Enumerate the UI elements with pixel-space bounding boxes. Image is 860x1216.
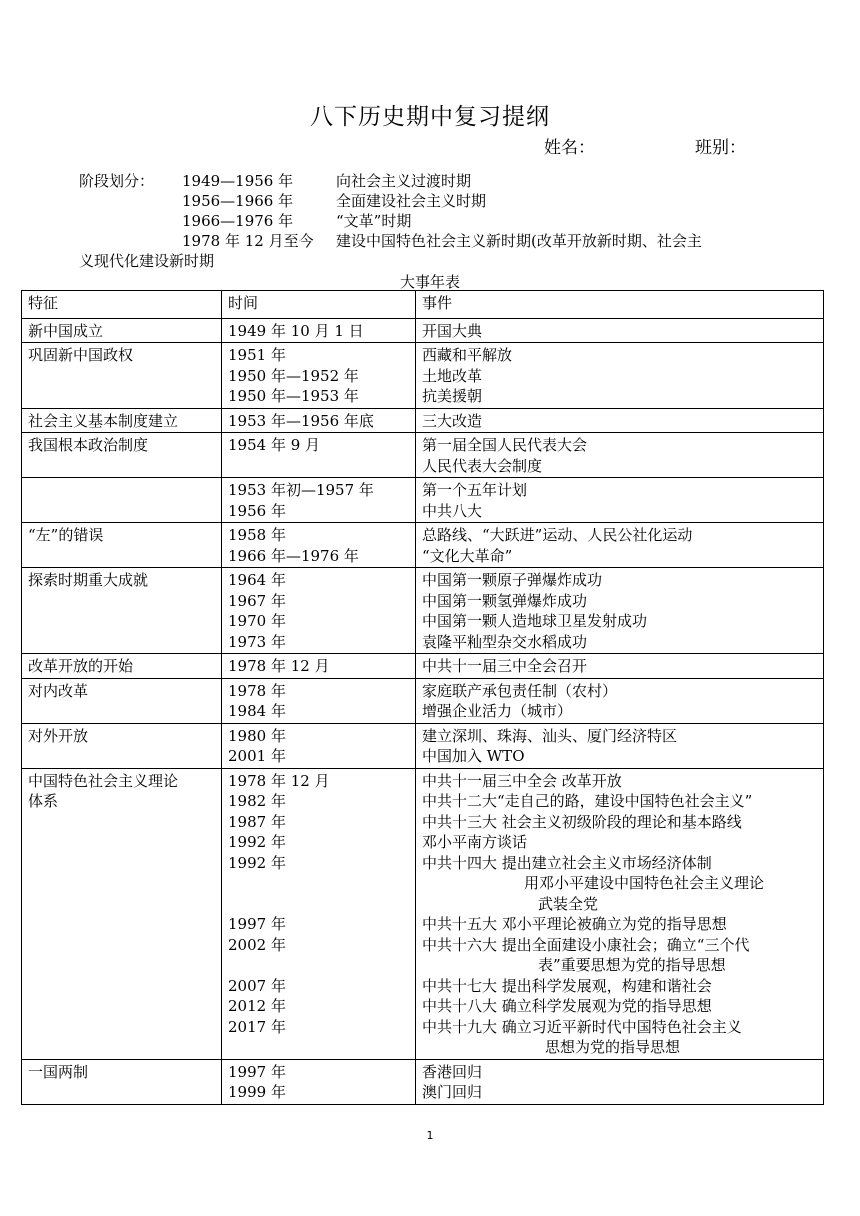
event-text: 中共十二大“走自己的路，建设中国特色社会主义”	[422, 792, 753, 810]
time-text: 1997 年	[228, 915, 286, 933]
time-text: 1950 年—1952 年	[228, 366, 359, 385]
feature-cell	[22, 768, 222, 1059]
feature-cell	[22, 478, 222, 523]
time-text: 1982 年	[228, 792, 286, 810]
time-cell	[222, 318, 416, 343]
event-text: 抗美援朝	[422, 387, 483, 405]
feature-text: 对外开放	[28, 726, 89, 745]
feature-text: 社会主义基本制度建立	[28, 411, 179, 430]
table-row	[22, 678, 824, 723]
time-text: 1953 年初—1957 年	[228, 481, 374, 499]
feature-cell	[22, 568, 222, 654]
table-row	[22, 318, 824, 343]
table-row	[22, 478, 824, 523]
table-row	[22, 523, 824, 568]
time-text: 1951 年	[228, 346, 286, 364]
event-text: 第一届全国人民代表大会	[422, 436, 588, 454]
period-desc: 建设中国特色社会主义新时期(改革开放新时期、社会主	[336, 232, 702, 250]
time-text: 1978 年 12 月	[228, 771, 330, 790]
feature-text: 巩固新中国政权	[28, 346, 134, 364]
event-text: 第一个五年计划	[422, 481, 528, 499]
event-text: 澳门回归	[422, 1083, 483, 1101]
time-text: 1966 年—1976 年	[228, 546, 359, 565]
class-label: 班别：	[695, 138, 746, 158]
feature-cell	[22, 723, 222, 768]
time-text: 1997 年	[228, 1062, 286, 1081]
event-cell	[416, 654, 824, 679]
spacer	[228, 955, 409, 976]
period-years: 1949—1956 年	[182, 172, 294, 190]
event-text: 人民代表大会制度	[422, 456, 543, 475]
time-text: 1956 年	[228, 501, 286, 520]
time-text: 1978 年 12 月	[228, 657, 330, 675]
time-text: 1984 年	[228, 702, 286, 720]
table-row	[22, 343, 824, 409]
time-text: 1992 年	[228, 853, 286, 872]
event-cell	[416, 433, 824, 478]
time-cell	[222, 768, 416, 1059]
table-row	[22, 408, 824, 433]
event-text: 中共十九大 确立习近平新时代中国特色社会主义	[422, 1017, 742, 1036]
event-text: 中共十四大 提出建立社会主义市场经济体制	[422, 853, 712, 872]
time-cell	[222, 723, 416, 768]
event-text: 邓小平南方谈话	[422, 833, 528, 851]
feature-cell	[22, 523, 222, 568]
column-header-feature: 特征	[22, 291, 222, 319]
time-cell	[222, 523, 416, 568]
time-text: 2001 年	[228, 747, 286, 765]
event-text: 中国第一颗氢弹爆炸成功	[422, 591, 588, 610]
spacer	[228, 873, 409, 894]
feature-text: 探索时期重大成就	[28, 571, 149, 589]
time-cell	[222, 678, 416, 723]
event-text: 中共十一届三中全会 改革开放	[422, 771, 622, 790]
time-text: 1964 年	[228, 571, 286, 589]
event-text: 增强企业活力（城市）	[422, 702, 573, 720]
table-row	[22, 768, 824, 1059]
event-cell	[416, 1059, 824, 1104]
period-years: 1956—1966 年	[182, 192, 294, 210]
event-cell	[416, 523, 824, 568]
period-wrap-line: 义现代化建设新时期	[79, 252, 215, 270]
feature-cell	[22, 433, 222, 478]
feature-text: 改革开放的开始	[28, 657, 134, 675]
table-caption: 大事年表	[399, 273, 460, 291]
feature-text: 对内改革	[28, 681, 89, 700]
feature-cell	[22, 1059, 222, 1104]
event-text: 中国加入 WTO	[422, 747, 525, 765]
event-text: 中共十一届三中全会召开	[422, 657, 588, 675]
event-cell	[416, 678, 824, 723]
event-text: 建立深圳、珠海、汕头、厦门经济特区	[422, 726, 678, 745]
feature-text: 中国特色社会主义理论	[28, 771, 179, 790]
time-text: 1978 年	[228, 681, 286, 700]
event-text: 三大改造	[422, 411, 483, 430]
feature-cell	[22, 654, 222, 679]
time-text: 2007 年	[228, 976, 286, 995]
event-cell	[416, 723, 824, 768]
time-text: 1992 年	[228, 833, 286, 851]
period-years: 1978 年 12 月至今	[182, 232, 314, 250]
period-desc: “文革”时期	[336, 212, 412, 230]
event-text: 香港回归	[422, 1062, 483, 1081]
event-text: 中共十三大 社会主义初级阶段的理论和基本路线	[422, 812, 742, 831]
event-text: 中国第一颗原子弹爆炸成功	[422, 571, 603, 589]
page-number: 1	[426, 1129, 434, 1142]
time-cell	[222, 433, 416, 478]
event-text: “文化大革命”	[422, 546, 513, 565]
period-years: 1966—1976 年	[182, 212, 294, 230]
event-text: 中共十五大 邓小平理论被确立为党的指导思想	[422, 915, 727, 933]
event-cell	[416, 318, 824, 343]
event-text: 开国大典	[422, 321, 483, 340]
event-text: 思想为党的指导思想	[545, 1038, 681, 1056]
period-desc: 全面建设社会主义时期	[336, 192, 487, 210]
event-text: 土地改革	[422, 366, 483, 385]
time-cell	[222, 1059, 416, 1104]
feature-text: 一国两制	[28, 1062, 89, 1081]
time-text: 1980 年	[228, 726, 286, 745]
time-text: 2002 年	[228, 935, 286, 954]
time-cell	[222, 343, 416, 409]
event-text: 中国第一颗人造地球卫星发射成功	[422, 612, 648, 630]
event-text: 中共八大	[422, 501, 483, 520]
event-text: 家庭联产承包责任制（农村）	[422, 681, 618, 700]
time-text: 1954 年 9 月	[228, 436, 321, 454]
table-row	[22, 654, 824, 679]
event-text: 表”重要思想为党的指导思想	[538, 956, 726, 974]
table-row	[22, 1059, 824, 1104]
time-cell	[222, 654, 416, 679]
event-text: 中共十八大 确立科学发展观为党的指导思想	[422, 997, 712, 1015]
event-text: 总路线、“大跃进”运动、人民公社化运动	[422, 526, 693, 544]
name-label: 姓名：	[544, 138, 595, 158]
time-cell	[222, 478, 416, 523]
feature-cell	[22, 343, 222, 409]
event-cell	[416, 343, 824, 409]
time-text: 1970 年	[228, 612, 286, 630]
event-cell	[416, 768, 824, 1059]
event-cell	[416, 478, 824, 523]
feature-text: “左”的错误	[28, 526, 104, 544]
table-row	[22, 723, 824, 768]
stage-label: 阶段划分：	[79, 172, 155, 190]
event-cell	[416, 408, 824, 433]
table-row	[22, 568, 824, 654]
column-header-time: 时间	[222, 291, 416, 319]
feature-cell	[22, 318, 222, 343]
spacer	[228, 1037, 409, 1058]
event-cell	[416, 568, 824, 654]
table-row	[22, 433, 824, 478]
event-text: 中共十七大 提出科学发展观，构建和谐社会	[422, 976, 712, 995]
feature-text: 我国根本政治制度	[28, 436, 149, 454]
feature-cell	[22, 408, 222, 433]
time-text: 1999 年	[228, 1083, 286, 1101]
time-text: 2012 年	[228, 997, 286, 1015]
time-cell	[222, 408, 416, 433]
time-text: 1987 年	[228, 812, 286, 831]
event-text: 用邓小平建设中国特色社会主义理论	[524, 874, 765, 892]
time-cell	[222, 568, 416, 654]
time-text: 1958 年	[228, 526, 286, 544]
event-text: 武装全党	[538, 894, 599, 913]
time-text: 1973 年	[228, 632, 286, 651]
time-text: 1949 年 10 月 1 日	[228, 321, 364, 340]
time-text: 1967 年	[228, 591, 286, 610]
period-desc: 向社会主义过渡时期	[336, 172, 472, 190]
time-text: 1950 年—1953 年	[228, 387, 359, 405]
page-title: 八下历史期中复习提纲	[310, 104, 550, 130]
table-header-row	[22, 291, 824, 319]
event-text: 西藏和平解放	[422, 346, 513, 364]
feature-text: 新中国成立	[28, 321, 104, 340]
spacer	[228, 894, 409, 915]
event-text: 袁隆平籼型杂交水稻成功	[422, 632, 588, 651]
column-header-event: 事件	[416, 291, 824, 319]
events-table	[21, 290, 824, 1105]
event-text: 中共十六大 提出全面建设小康社会；确立“三个代	[422, 935, 750, 954]
feature-text: 体系	[28, 792, 59, 810]
time-text: 1953 年—1956 年底	[228, 411, 374, 430]
feature-cell	[22, 678, 222, 723]
time-text: 2017 年	[228, 1017, 286, 1036]
